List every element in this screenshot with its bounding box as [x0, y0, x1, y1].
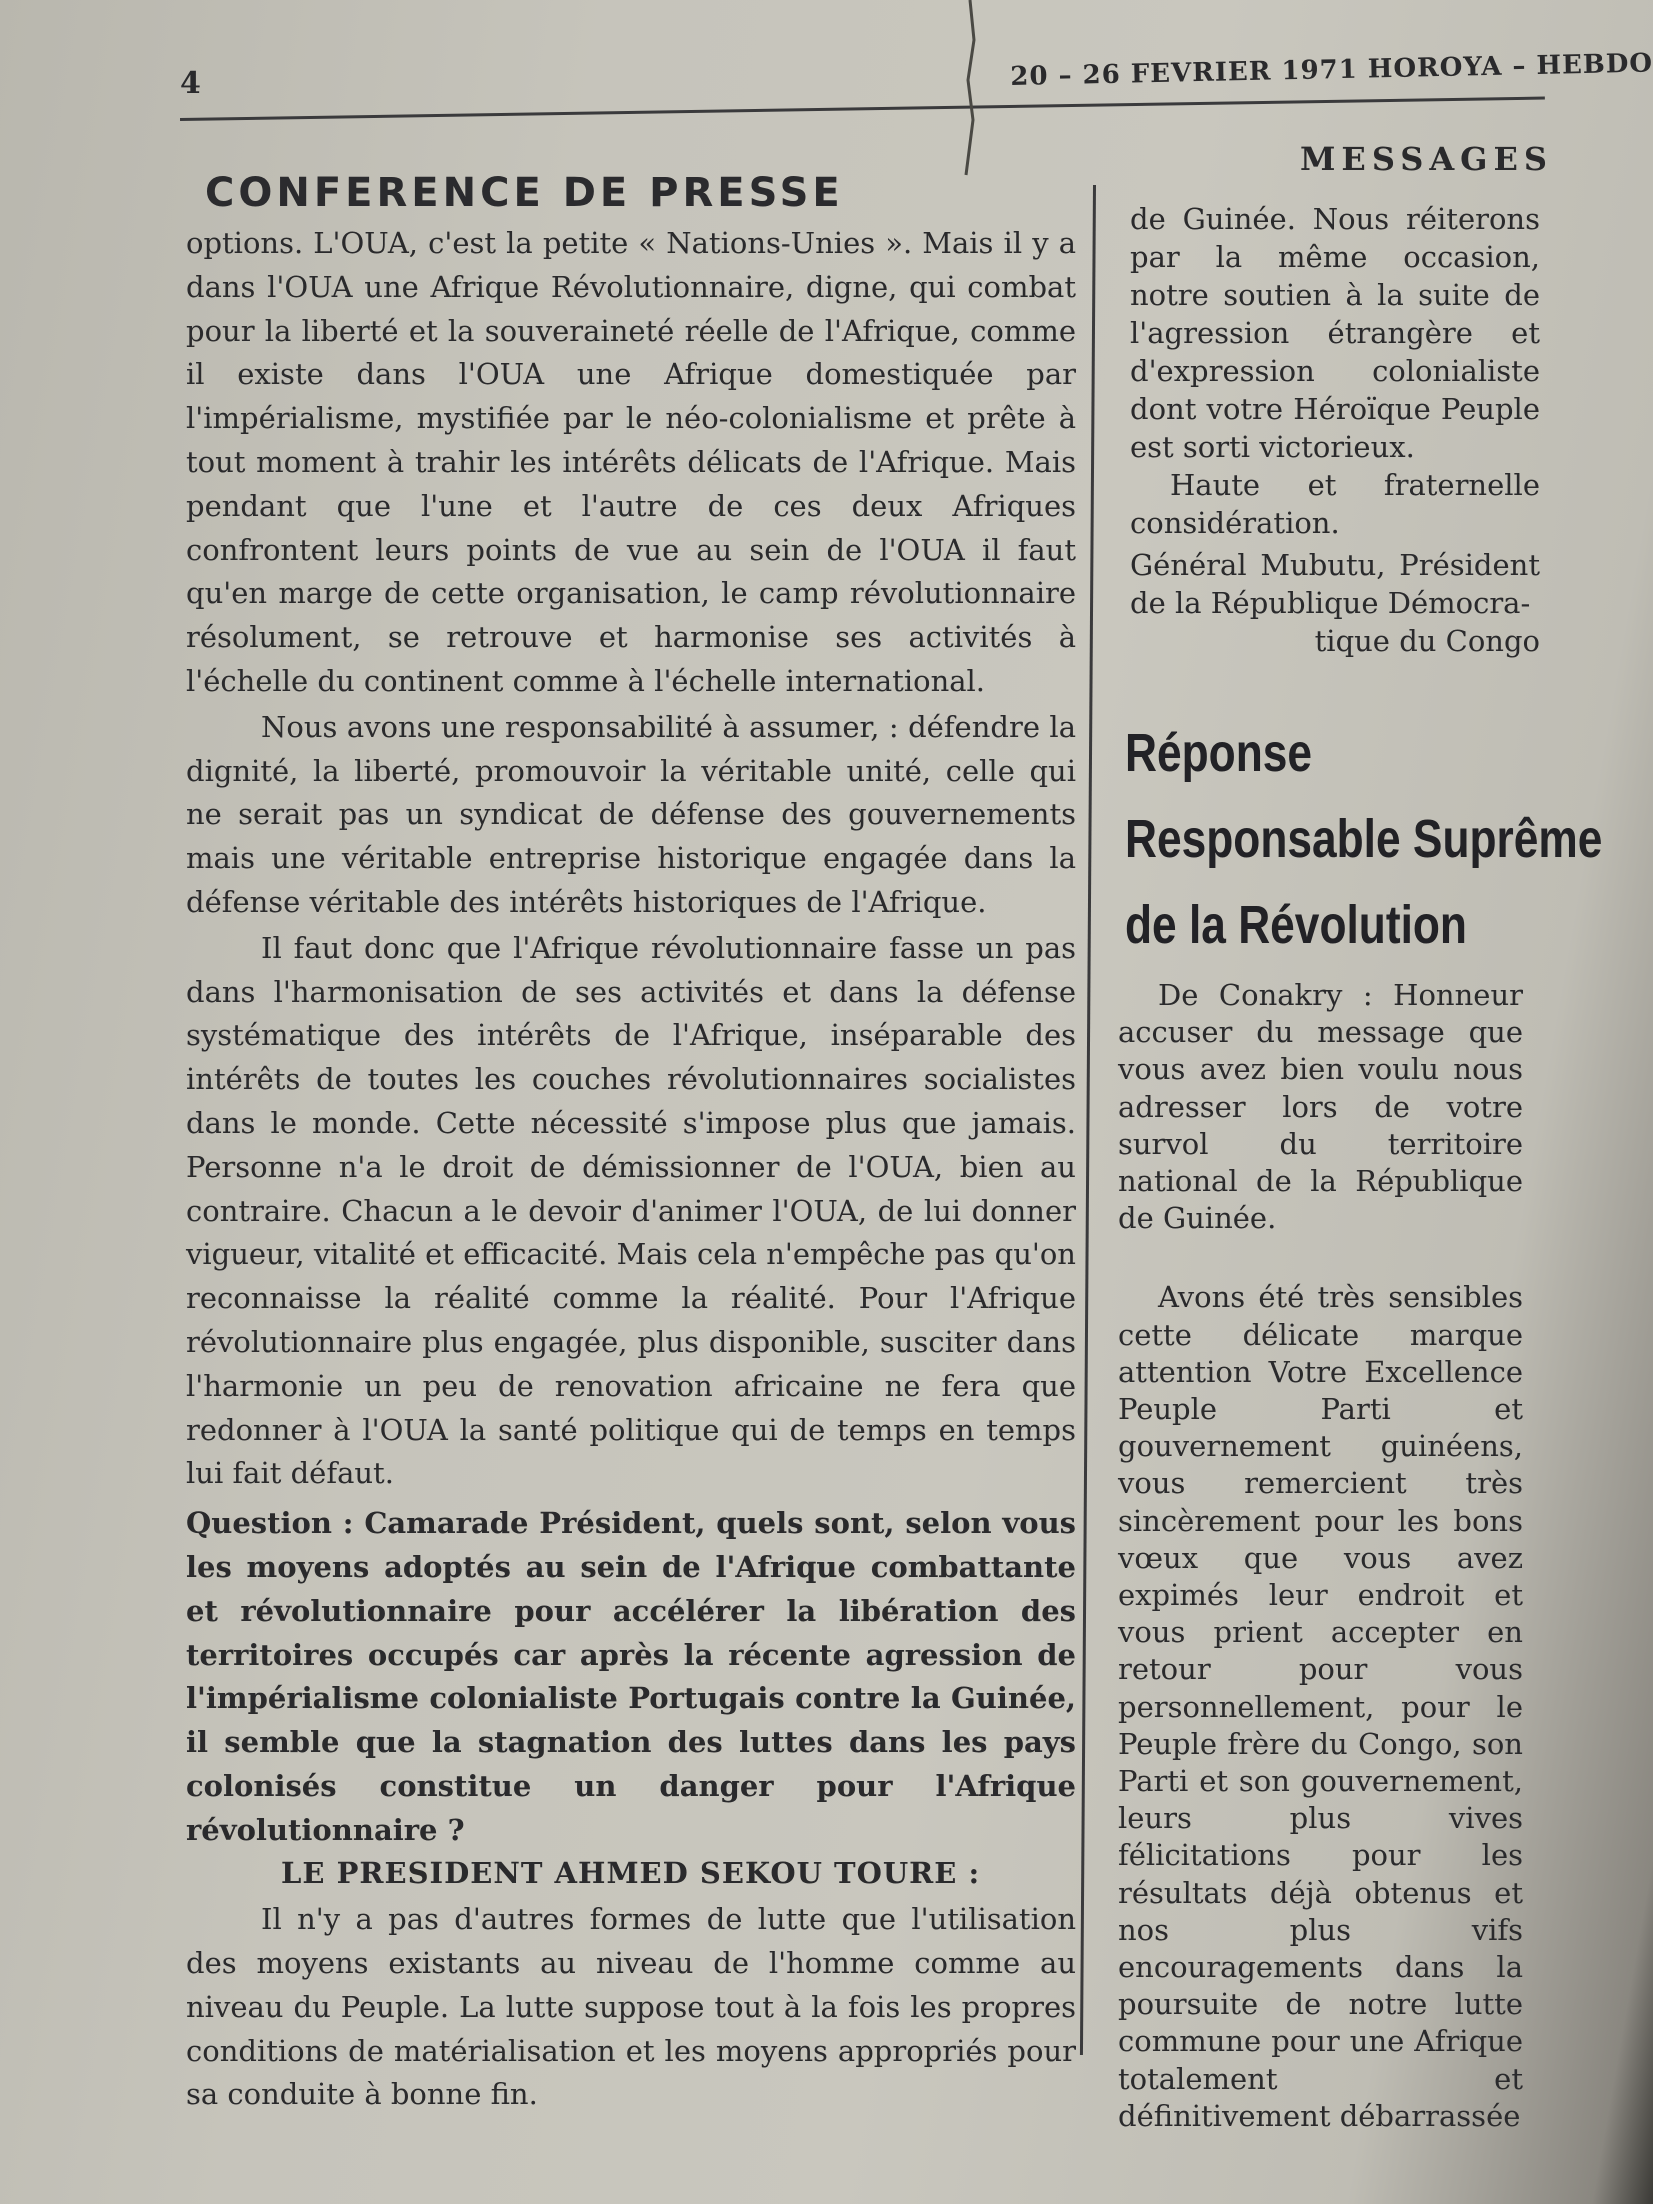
message-signature: Général Mubutu, Président de la République Démocra- — [1130, 548, 1540, 620]
column-divider — [1080, 185, 1096, 2055]
speaker-name: LE PRESIDENT AHMED SEKOU TOURE : — [281, 1856, 981, 1891]
article-headline: CONFERENCE DE PRESSE — [205, 170, 844, 216]
interview-question: Question : Camarade Président, quels sont, selon vous les moyens adoptés au sein de l'Afrique combattante et révolutionnaire pour accélérer la libération des territoires occupés car après la récente agression de l'impérialisme colonialiste Portugais contre la Guinée, il semble que la stagnation des luttes dans les pays colonisés constitue un danger pour l'Afrique révolutionnaire ? — [186, 1506, 1076, 1847]
section-label: MESSAGES — [1300, 140, 1553, 178]
left-column — [186, 222, 1076, 2117]
message-text: de Guinée. Nous réiterons par la même occasion, notre soutien à la suite de l'agression étrangère et d'expression colonialiste dont votre Héroïque Peuple est sorti victorieux. — [1130, 202, 1540, 464]
paragraph: Nous avons une responsabilité à assumer, : défendre la dignité, la liberté, promouvoir la véritable unité, celle qui ne serait pas un syndicat de défense des gouvernements mais une véritable entreprise historique engagée dans la défense véritable des intérêts historiques de l'Afrique. — [186, 709, 1076, 919]
paper-tear — [960, 0, 982, 175]
reply-paragraph: De Conakry : Honneur accuser du message que vous avez bien voulu nous adresser lors de votre survol du territoire national de la République de Guinée. — [1118, 978, 1523, 1236]
page-number: 4 — [180, 66, 201, 101]
paragraph: options. L'OUA, c'est la petite « Nations-Unies ». Mais il y a dans l'OUA une Afrique Révolutionnaire, digne, qui combat pour la liberté et la souveraineté réelle de l'Afrique, comme il existe dans l'OUA une Afrique domestiquée par l'impérialisme, mystifiée par le néo-colonialisme et prête à tout moment à trahir les intérêts délicats de l'Afrique. Mais pendant que l'une et l'autre de ces deux Afriques confrontent leurs points de vue au sein de l'OUA il faut qu'en marge de cette organisation, le camp révolutionnaire résolument, se retrouve et harmonise ses activités à l'échelle du continent comme à l'échelle international. — [186, 226, 1076, 698]
reply-body — [1118, 977, 1523, 2135]
right-column-message — [1130, 200, 1540, 660]
interview-answer: Il n'y a pas d'autres formes de lutte que l'utilisation des moyens existants au niveau de l'homme comme au niveau du Peuple. La lutte suppose tout à la fois les propres conditions de matérialisation et les moyens appropriés pour sa conduite à bonne fin. — [186, 1902, 1076, 2112]
reply-title — [1125, 710, 1603, 968]
header-rule — [180, 97, 1545, 121]
dateline: 20 – 26 FEVRIER 1971 HOROYA – HEBDO — [1010, 48, 1653, 92]
message-closing: Haute et fraternelle considération. — [1130, 468, 1540, 540]
reply-title-line: Réponse — [1125, 723, 1313, 783]
reply-title-line: de la Révolution — [1125, 895, 1467, 955]
paragraph: Il faut donc que l'Afrique révolutionnaire fasse un pas dans l'harmonisation de ses activités et dans la défense systématique des intérêts de l'Afrique, inséparable des intérêts de toutes les couches révolutionnaires socialistes dans le monde. Cette nécessité s'impose plus que jamais. Personne n'a le droit de démissionner de l'OUA, bien au contraire. Chacun a le devoir d'animer l'OUA, de lui donner vigueur, vitalité et efficacité. Mais cela n'empêche pas qu'on reconnaisse la réalité comme la réalité. Pour l'Afrique révolutionnaire plus engagée, plus disponible, susciter dans l'harmonie un peu de renovation africaine ne fera que redonner à l'OUA la santé politique qui de temps en temps lui fait défaut. — [186, 930, 1076, 1491]
reply-paragraph: Avons été très sensibles cette délicate marque attention Votre Excellence Peuple Parti et gouvernement guinéens, vous remercient très sincèrement pour les bons vœux que vous avez expimés leur endroit et vous prient accepter en retour pour vous personnellement, pour le Peuple frère du Congo, son Parti et son gouvernement, leurs plus vives félicitations pour les résultats déjà obtenus et nos plus vifs encouragements dans la poursuite de notre lutte commune pour une Afrique totalement et définitivement débarrassée — [1118, 1280, 1523, 2133]
message-signature-end: tique du Congo — [1314, 624, 1540, 658]
reply-title-line: Responsable Suprême — [1125, 809, 1603, 869]
